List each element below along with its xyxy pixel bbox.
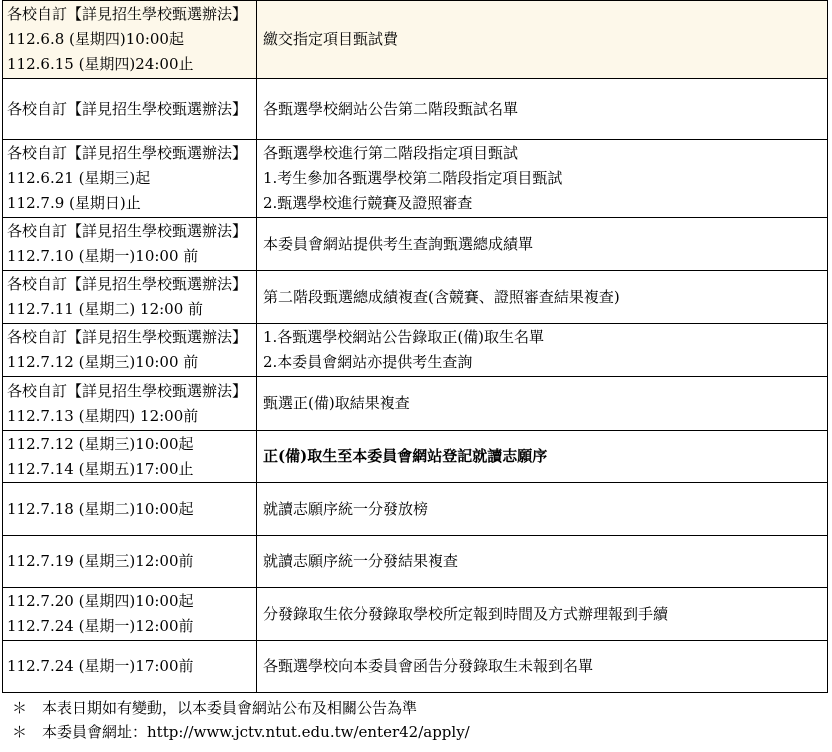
- date-cell: [3, 641, 257, 693]
- date-line: 各校自訂【詳見招生學校甄選辦法】: [7, 381, 248, 400]
- description-cell: [257, 271, 828, 324]
- date-cell: [3, 377, 257, 431]
- description-cell: [257, 483, 828, 536]
- date-cell: [3, 271, 257, 324]
- date-line: 112.7.12 (星期三)10:00 前: [7, 353, 199, 371]
- date-line: 112.7.13 (星期四) 12:00前: [7, 406, 199, 425]
- date-cell: [3, 431, 257, 483]
- description-cell: [257, 641, 828, 693]
- description-line: 第二階段甄選總成績複查(含競賽、證照審查結果複查): [263, 287, 620, 306]
- table-row: [3, 140, 828, 218]
- date-line: 112.7.19 (星期三)12:00前: [7, 552, 194, 570]
- description-line: 正(備)取生至本委員會網站登記就讀志願序: [263, 447, 548, 465]
- footnote-text: 本表日期如有變動，以本委員會網站公布及相關公告為準: [42, 699, 418, 717]
- date-line: 112.7.24 (星期一)12:00前: [7, 617, 194, 635]
- date-line: 各校自訂【詳見招生學校甄選辦法】: [7, 5, 248, 23]
- description-line: 本委員會網站提供考生查詢甄選總成績單: [263, 234, 534, 253]
- date-line: 各校自訂【詳見招生學校甄選辦法】: [7, 144, 248, 162]
- date-cell: [3, 1, 257, 79]
- date-cell: [3, 324, 257, 377]
- description-line: 分發錄取生依分發錄取學校所定報到時間及方式辦理報到手續: [263, 604, 669, 623]
- description-cell: [257, 377, 828, 431]
- date-line: 112.7.24 (星期一)17:00前: [7, 657, 194, 675]
- date-cell: [3, 588, 257, 641]
- date-line: 112.7.18 (星期二)10:00起: [7, 499, 194, 518]
- date-line: 各校自訂【詳見招生學校甄選辦法】: [7, 328, 248, 346]
- asterisk-mark: ＊: [12, 723, 28, 741]
- date-line: 各校自訂【詳見招生學校甄選辦法】: [7, 99, 248, 118]
- date-line: 112.7.9 (星期日)止: [7, 194, 141, 212]
- date-line: 112.7.20 (星期四)10:00起: [7, 592, 194, 610]
- description-line: 就讀志願序統一分發放榜: [263, 499, 429, 518]
- date-line: 各校自訂【詳見招生學校甄選辦法】: [7, 275, 248, 293]
- table-row: [3, 483, 828, 536]
- date-cell: [3, 140, 257, 218]
- table-row: [3, 641, 828, 693]
- description-line: 各甄選學校進行第二階段指定項目甄試: [263, 144, 519, 162]
- table-row: [3, 377, 828, 431]
- description-line: 就讀志願序統一分發結果複查: [263, 552, 459, 570]
- footnote: [12, 696, 470, 720]
- description-cell: [257, 140, 828, 218]
- description-line: 各甄選學校網站公告第二階段甄試名單: [263, 99, 519, 118]
- date-line: 112.6.8 (星期四)10:00起: [7, 30, 184, 48]
- date-line: 112.6.21 (星期三)起: [7, 169, 151, 187]
- description-line: 甄選正(備)取結果複查: [263, 394, 410, 412]
- table-row: [3, 271, 828, 324]
- table-row: [3, 324, 828, 377]
- table-row: [3, 536, 828, 588]
- date-cell: [3, 79, 257, 140]
- table-row: [3, 431, 828, 483]
- date-line: 各校自訂【詳見招生學校甄選辦法】: [7, 222, 248, 240]
- description-line: 1.各甄選學校網站公告錄取正(備)取生名單: [263, 328, 545, 346]
- description-line: 2.甄選學校進行競賽及證照審查: [263, 194, 473, 212]
- date-line: 112.7.12 (星期三)10:00起: [7, 434, 194, 453]
- description-cell: [257, 588, 828, 641]
- footnotes: [12, 696, 470, 744]
- date-line: 112.7.14 (星期五)17:00止: [7, 459, 194, 478]
- table-row: [3, 218, 828, 271]
- table-row: [3, 1, 828, 79]
- description-line: 2.本委員會網站亦提供考生查詢: [263, 353, 473, 371]
- date-line: 112.6.15 (星期四)24:00止: [7, 55, 194, 73]
- description-cell: [257, 431, 828, 483]
- footnote: [12, 720, 470, 744]
- footnote-text: 本委員會網址：http://www.jctv.ntut.edu.tw/enter42/apply/: [42, 723, 470, 741]
- description-cell: [257, 79, 828, 140]
- date-cell: [3, 483, 257, 536]
- description-cell: [257, 536, 828, 588]
- date-cell: [3, 218, 257, 271]
- table-row: [3, 588, 828, 641]
- description-cell: [257, 218, 828, 271]
- date-cell: [3, 536, 257, 588]
- date-line: 112.7.10 (星期一)10:00 前: [7, 247, 199, 265]
- description-cell: [257, 324, 828, 377]
- description-line: 各甄選學校向本委員會函告分發錄取生未報到名單: [263, 657, 594, 675]
- description-line: 繳交指定項目甄試費: [263, 30, 399, 48]
- description-line: 1.考生參加各甄選學校第二階段指定項目甄試: [263, 169, 563, 187]
- schedule-table: [2, 0, 828, 693]
- table-row: [3, 79, 828, 140]
- date-line: 112.7.11 (星期二) 12:00 前: [7, 300, 204, 318]
- description-cell: [257, 1, 828, 79]
- asterisk-mark: ＊: [12, 699, 28, 717]
